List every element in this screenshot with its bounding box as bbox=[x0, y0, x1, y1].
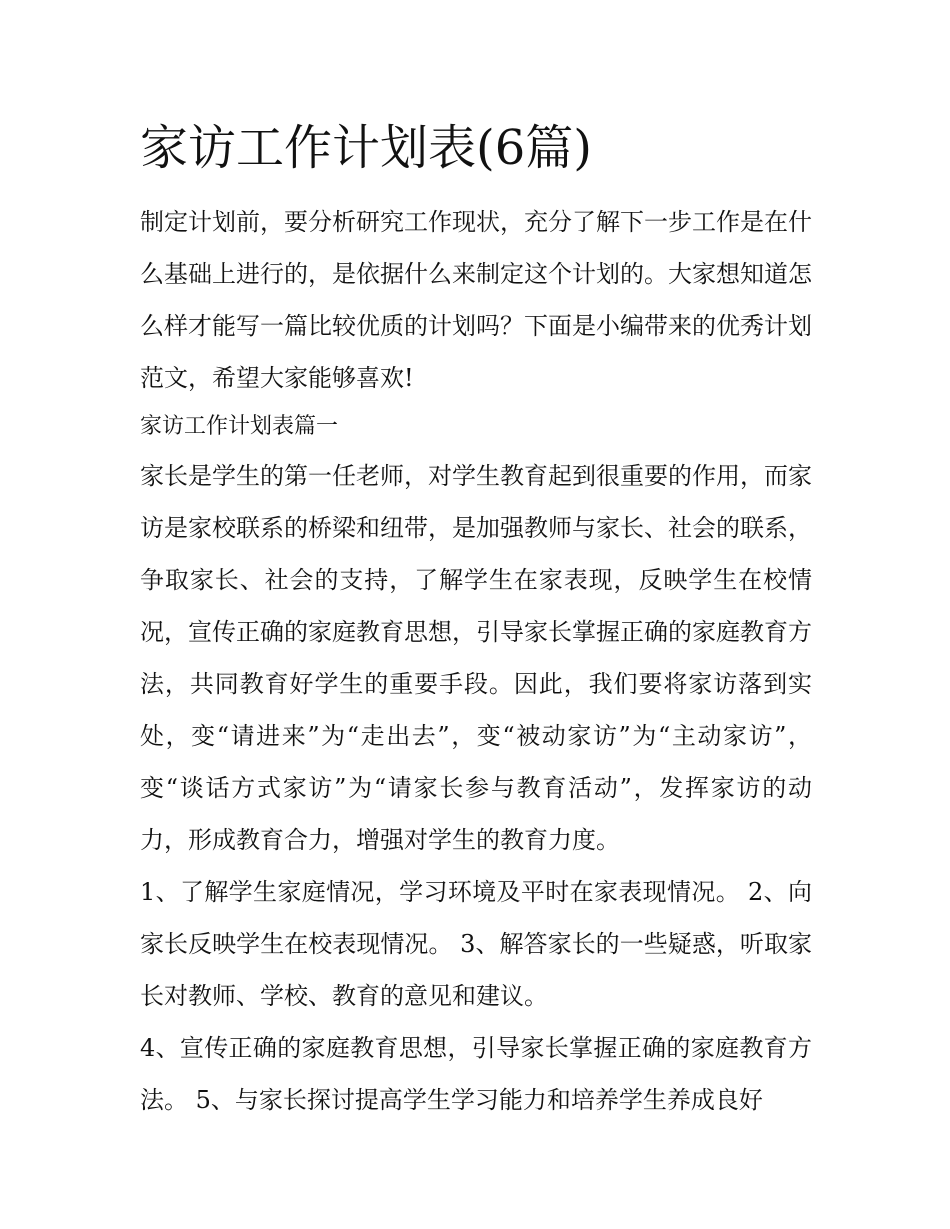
paragraph-3: 4、宣传正确的家庭教育思想，引导家长掌握正确的家庭教育方法。 5、与家长探讨提高学生学习能力和培养学生养成良好 bbox=[140, 1034, 812, 1114]
paragraph-1: 家长是学生的第一任老师，对学生教育起到很重要的作用，而家访是家校联系的桥梁和纽带，是加强教师与家长、社会的联系，争取家长、社会的支持，了解学生在家表现，反映学生在校情况，宣传正确的家庭教育思想，引导家长掌握正确的家庭教育方法，共同教育好学生的重要手段。因此，我们要将家访落到实处，变“请进来”为“走出去”，变“被动家访”为“主动家访”，变“谈话方式家访”为“请家长参与教育活动”，发挥家访的动力，形成教育合力，增强对学生的教育力度。 bbox=[140, 462, 812, 854]
paragraph-2: 1、了解学生家庭情况，学习环境及平时在家表现情况。 2、向家长反映学生在校表现情况。 3、解答家长的一些疑惑，听取家长对教师、学校、教育的意见和建议。 bbox=[140, 878, 812, 1010]
document-body bbox=[140, 196, 812, 1126]
intro-paragraph: 制定计划前，要分析研究工作现状，充分了解下一步工作是在什么基础上进行的，是依据什么来制定这个计划的。大家想知道怎么样才能写一篇比较优质的计划吗？下面是小编带来的优秀计划范文，希望大家能够喜欢! bbox=[140, 208, 812, 392]
document-title: 家访工作计划表(6篇) bbox=[140, 120, 592, 176]
section-heading: 家访工作计划表篇一 bbox=[140, 414, 339, 439]
